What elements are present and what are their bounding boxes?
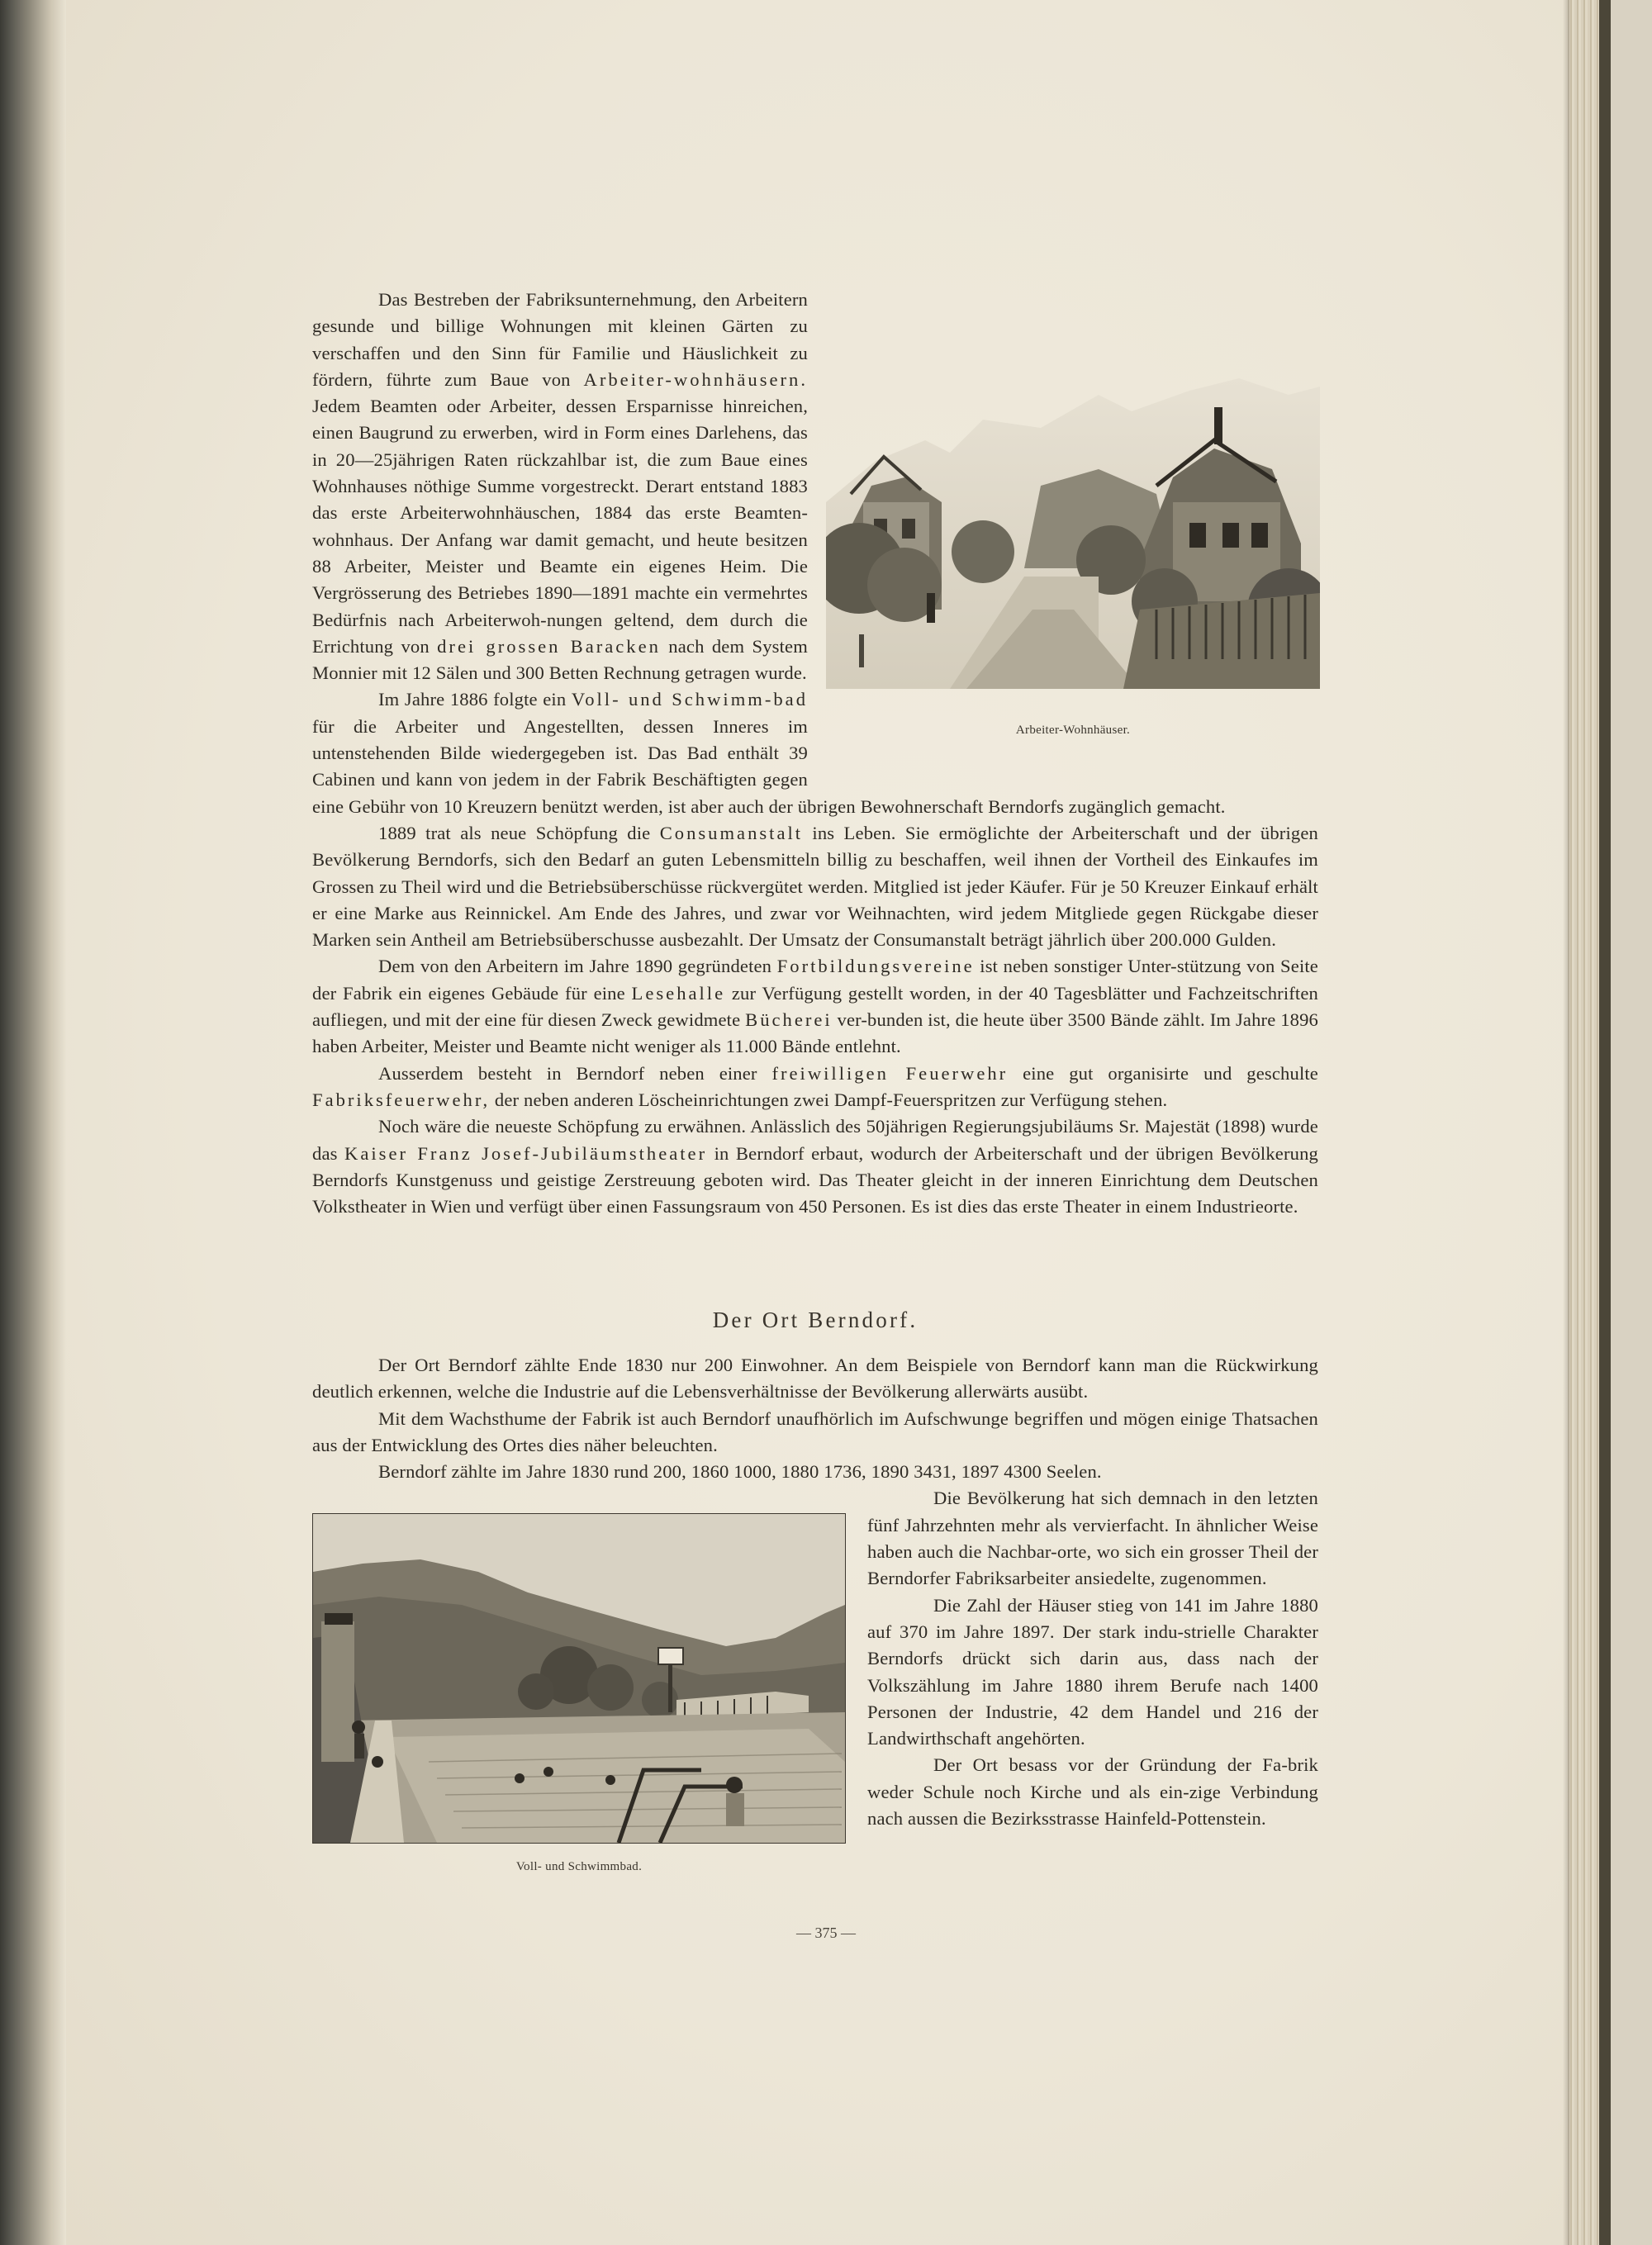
caption-bath: Voll- und Schwimmbad. — [515, 1860, 643, 1873]
caption-houses: Arbeiter-Wohnhäuser. — [1015, 724, 1131, 737]
book-gutter — [0, 0, 66, 2245]
paragraph-quadrupled: Die Bevölkerung hat sich demnach in den letzten fünf Jahrzehnten mehr als vervierfacht. In ähnlicher Weise haben auch die Nachbar-orte, wo sich ein grosser Theil der Berndorfer Fabriksarbeiter ansiedelte, zugenommen. — [867, 1488, 1318, 1589]
paragraph-housing-wrapped: Das Bestreben der Fabriksunternehmung, den Arbeitern gesunde und billige Wohnungen mit kleinen Gärten zu verschaffen und den Sinn für Familie und Häuslichkeit zu fördern, führte zum Baue von Arbeiter-wohnhäusern. Jedem Beamten oder Arbeiter, dessen Ersparnisse hinreichen, einen Baugrund zu erwerben, wird in Form eines Darlehens, das in 20—25jährigen Raten rückzahlbar ist, die zum Baue eines Wohnhauses nöthige Summe vorgestreckt. Derart entstand 1883 das erste Arbeiterwohnhäuschen, 1884 das erste Beamten-wohnhaus. Der Anfang war damit gemacht, und heute besitzen 88 Arbeiter, Meister und Beamte ein eigenes Heim. Die Vergrösserung des Betriebes 1890—1891 machte ein vermehrtes Bedürfnis nach Arbeiterwoh-nungen geltend, dem durch die Errichtung von drei grossen Baracken nach dem System Monnier mit 12 Sälen und 300 Betten Rechnung getragen wurde. — [312, 289, 808, 684]
paragraph-population-figures: Berndorf zählte im Jahre 1830 rund 200, 1860 1000, 1880 1736, 1890 3431, 1897 4300 Seelen. — [378, 1461, 1102, 1483]
figure-workers-houses — [826, 362, 1320, 745]
paragraph-houses-count: Die Zahl der Häuser stieg von 141 im Jahre 1880 auf 370 im Jahre 1897. Der stark indu-strielle Charakter Berndorfs drückt sich darin aus, dass nach der Volkszählung im Jahre 1880 ihrem Berufe nach 1400 Personen der Industrie, 42 dem Handel und 216 der Landwirthschaft angehörten. — [867, 1594, 1318, 1749]
paragraph-consum: 1889 trat als neue Schöpfung die Consumanstalt ins Leben. Sie ermöglichte der Arbeiterschaft und der übrigen Bevölkerung Berndorfs, sich den Bedarf an guten Lebensmitteln billig zu beschaffen, weil ihnen der Vortheil des Einkaufes im Grossen zu Theil wird und die Betriebsüberschüsse rückvergütet werden. Mitglied ist jeder Käufer. Für je 50 Kreuzer Einkauf erhält er eine Marke aus Reinnickel. Am Ende des Jahres, und zwar vor Weihnachten, wird jedem Mitgliede gegen Rückgabe dieser Marken sein Antheil am Betriebsüberschusse ausbezahlt. Der Umsatz der Consumanstalt beträgt jährlich über 200.000 Gulden. — [312, 822, 1318, 951]
paragraph-no-school: Der Ort besass vor der Gründung der Fa-brik weder Schule noch Kirche und als ein-zige Verbindung nach aussen die Bezirksstrasse Hainfeld-Pottenstein. — [867, 1754, 1318, 1830]
section-heading: Der Ort Berndorf. — [712, 1308, 919, 1332]
paragraph-growth: Mit dem Wachsthume der Fabrik ist auch Berndorf unaufhörlich im Aufschwunge begriffen und mögen einige Thatsachen aus der Entwicklung des Ortes dies näher beleuchten. — [312, 1407, 1318, 1455]
paragraph-population-1830: Der Ort Berndorf zählte Ende 1830 nur 200 Einwohner. An dem Beispiele von Berndorf kann man die Rückwirkung deutlich erkennen, welche die Industrie auf die Lebensverhältnisse der Bevölkerung allerwärts ausübt. — [312, 1355, 1318, 1403]
paragraph-bath: Im Jahre 1886 folgte ein Voll- und Schwimm-bad für die Arbeiter und Angestellten, dessen Inneres im untenstehenden Bilde wiedergegeben ist. Das Bad enthält 39 Cabinen und kann von jedem in der Fabrik Beschäftigten gegen eine Gebühr von 10 Kreuzern benützt werden, ist aber auch der übrigen Bewohnerschaft Berndorfs zugänglich gemacht. — [312, 689, 1226, 817]
figure-swimming-bath — [312, 1513, 846, 1877]
paragraph-education: Dem von den Arbeitern im Jahre 1890 gegründeten Fortbildungsvereine ist neben sonstiger Unter-stützung von Seite der Fabrik ein eigenes Gebäude für eine Lesehalle zur Verfügung gestellt worden, in der 40 Tagesblätter und Fachzeitschriften aufliegen, und mit der eine für diesen Zweck gewidmete Bücherei ver-bunden ist, die heute über 3500 Bände zählt. Im Jahre 1896 haben Arbeiter, Meister und Beamte nicht weniger als 11.000 Bände entlehnt. — [312, 956, 1318, 1057]
houses-illustration — [826, 362, 1320, 689]
paragraph-fire: Ausserdem besteht in Berndorf neben einer freiwilligen Feuerwehr eine gut organisirte und geschulte Fabriksfeuerwehr, der neben anderen Löscheinrichtungen zwei Dampf-Feuerspritzen zur Verfügung stehen. — [312, 1062, 1318, 1110]
cover-edge — [1599, 0, 1611, 2245]
page-number: — 375 — — [796, 1925, 856, 1941]
paragraph-theatre: Noch wäre die neueste Schöpfung zu erwähnen. Anlässlich des 50jährigen Regierungsjubiläums Sr. Majestät (1898) wurde das Kaiser Franz Josef-Jubiläumstheater in Berndorf erbaut, wodurch der Arbeiterschaft und der übrigen Bevölkerung Berndorfs Kunstgenuss und geistige Zerstreuung geboten wird. Das Theater gleicht in der inneren Einrichtung dem Deutschen Volkstheater in Wien und verfügt über einen Fassungsraum von 450 Personen. Es ist dies das erste Theater in einem Industrieorte. — [312, 1116, 1319, 1217]
bath-illustration — [312, 1513, 846, 1844]
